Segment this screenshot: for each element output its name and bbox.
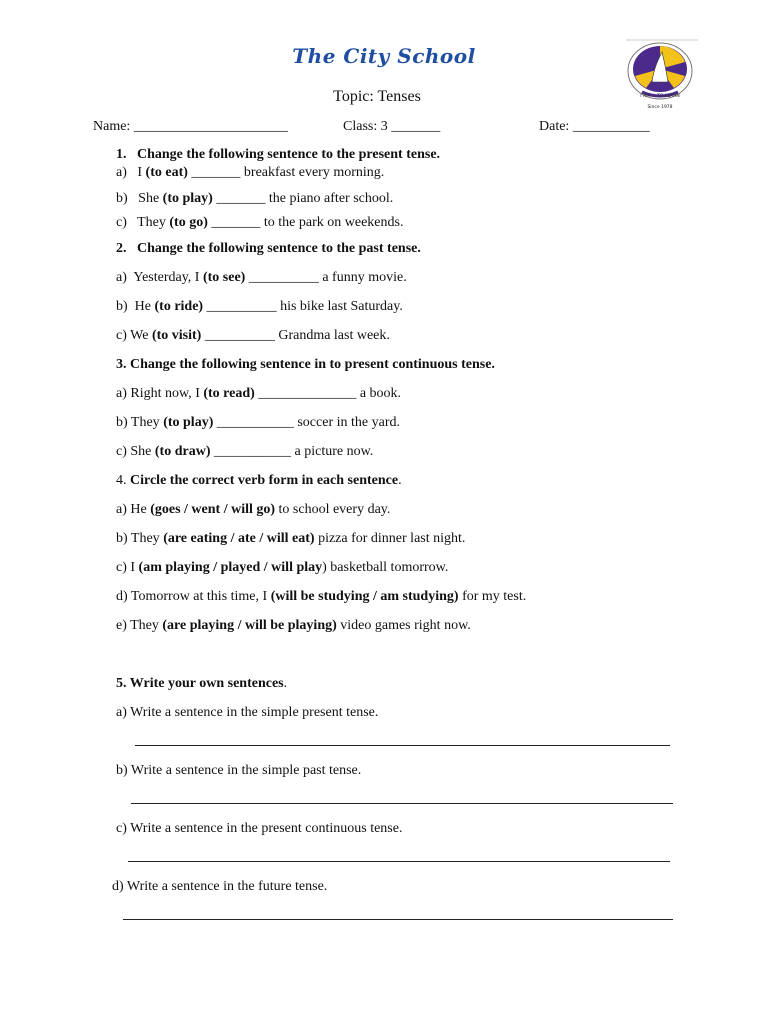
date-field[interactable]: Date: ___________ (539, 119, 650, 134)
q3-item-c: c) She (to draw) ___________ a picture now. (116, 444, 374, 459)
q4-heading: 4. Circle the correct verb form in each sentence. (116, 473, 402, 488)
q1-item-b: b) She (to play) _______ the piano after school. (116, 191, 394, 206)
q2-item-a: a) Yesterday, I (to see) __________ a funny movie. (116, 270, 407, 285)
q3-heading: 3. Change the following sentence in to present continuous tense. (116, 357, 495, 372)
q2-item-c: c) We (to visit) __________ Grandma last week. (116, 328, 390, 343)
class-field[interactable]: Class: 3 _______ (343, 119, 441, 134)
q4-item-e: e) They (are playing / will be playing) video games right now. (116, 618, 471, 633)
q1-item-a: a) I (to eat) _______ breakfast every morning. (116, 165, 385, 180)
q5-item-b: b) Write a sentence in the simple past tense. (116, 763, 362, 778)
q5-heading: 5. Write your own sentences. (116, 676, 288, 691)
q4-item-d: d) Tomorrow at this time, I (will be studying / am studying) for my test. (116, 589, 527, 604)
school-name: The City School (292, 44, 476, 68)
q2-heading: 2. Change the following sentence to the past tense. (116, 241, 421, 256)
q1-item-c: c) They (to go) _______ to the park on weekends. (116, 215, 404, 230)
q5-item-a: a) Write a sentence in the simple present tense. (116, 705, 379, 720)
q4-item-a: a) He (goes / went / will go) to school every day. (116, 502, 391, 517)
logo-motto: I AM ... TO LEARN (640, 94, 680, 99)
q3-item-a: a) Right now, I (to read) ______________ a book. (116, 386, 402, 401)
logo-since: Since 1978 (647, 105, 673, 110)
q4-item-c: c) I (am playing / played / will play) basketball tomorrow. (116, 560, 449, 575)
topic-title: Topic: Tenses (333, 88, 421, 105)
q4-item-b: b) They (are eating / ate / will eat) pizza for dinner last night. (116, 531, 466, 546)
name-field[interactable]: Name: ______________________ (93, 119, 288, 134)
answer-line-c[interactable] (128, 861, 670, 862)
q1-heading: 1. Change the following sentence to the present tense. (116, 147, 441, 162)
q5-item-c: c) Write a sentence in the present continuous tense. (116, 821, 403, 836)
answer-line-a[interactable] (135, 745, 670, 746)
q2-item-b: b) He (to ride) __________ his bike last Saturday. (116, 299, 403, 314)
q5-item-d: d) Write a sentence in the future tense. (112, 879, 328, 894)
answer-line-b[interactable] (131, 803, 673, 804)
answer-line-d[interactable] (123, 919, 673, 920)
q3-item-b: b) They (to play) ___________ soccer in the yard. (116, 415, 400, 430)
